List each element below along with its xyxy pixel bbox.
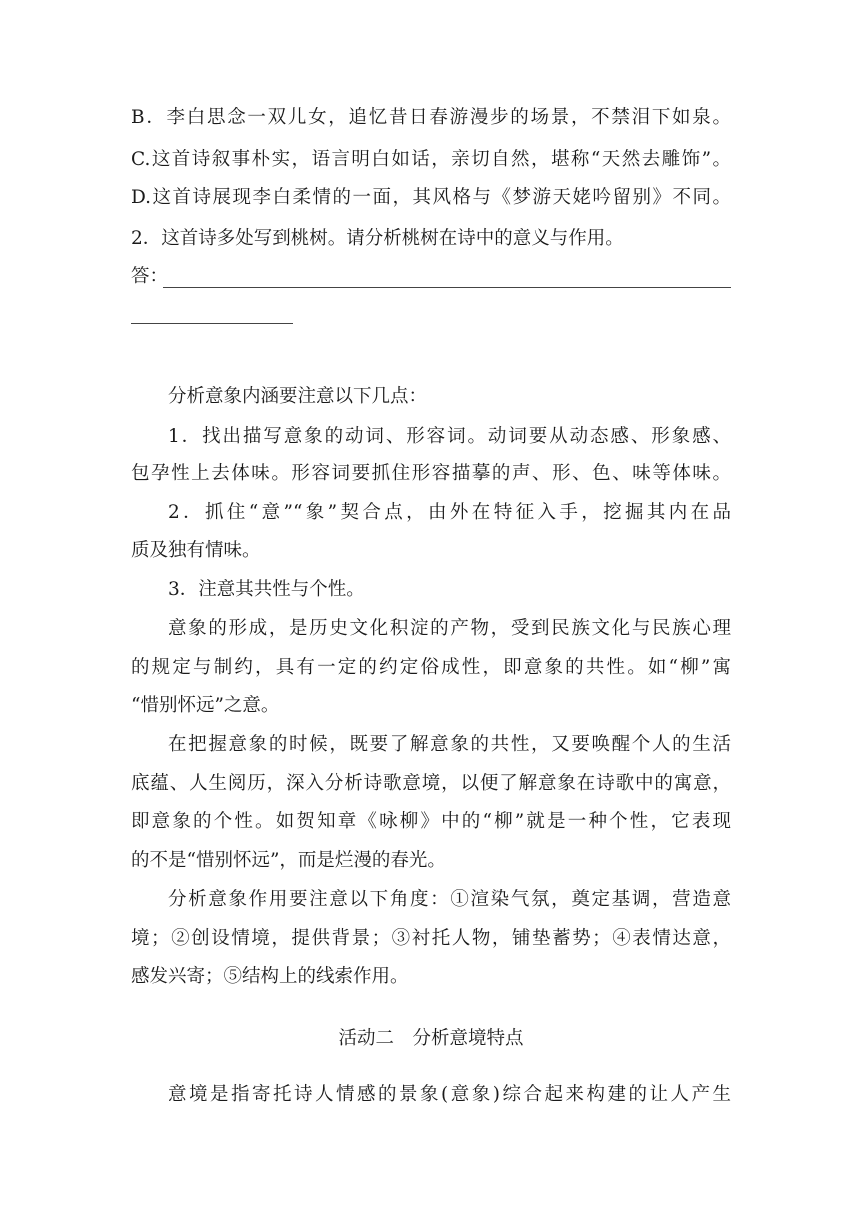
guide-para-6-line-3: 感发兴寄；⑤结构上的线索作用。 <box>131 966 409 987</box>
guide-point-3: 3．注意其共性与个性。 <box>168 579 365 600</box>
answer-blank-line-1[interactable] <box>163 287 731 288</box>
closing-line: 意境是指寄托诗人情感的景象(意象)综合起来构建的让人产生 <box>168 1084 731 1105</box>
guide-para-6-line-2: 境；②创设情境，提供背景；③衬托人物，铺垫蓄势；④表情达意， <box>131 928 731 949</box>
guide-point-2-line-1: 2．抓住“意”“象”契合点，由外在特征入手，挖掘其内在品 <box>168 502 731 523</box>
guide-intro: 分析意象内涵要注意以下几点： <box>168 386 428 407</box>
guide-point-1-line-2: 包孕性上去体味。形容词要抓住形容描摹的声、形、色、味等体味。 <box>131 463 731 484</box>
guide-para-5-line-2: 底蕴、人生阅历，深入分析诗歌意境，以便了解意象在诗歌中的寓意， <box>131 773 731 794</box>
guide-para-6-line-1: 分析意象作用要注意以下角度：①渲染气氛，奠定基调，营造意 <box>168 889 731 910</box>
activity-heading: 活动二 分析意境特点 <box>338 1028 524 1049</box>
option-d: D.这首诗展现李白柔情的一面，其风格与《梦游天姥吟留别》不同。 <box>131 187 731 208</box>
guide-point-2-line-2: 质及独有情味。 <box>131 540 261 561</box>
guide-para-5-line-3: 即意象的个性。如贺知章《咏柳》中的“柳”就是一种个性，它表现 <box>131 811 731 832</box>
guide-para-4-line-1: 意象的形成，是历史文化积淀的产物，受到民族文化与民族心理 <box>168 618 731 639</box>
question-2: 2．这首诗多处写到桃树。请分析桃树在诗中的意义与作用。 <box>131 228 624 249</box>
guide-para-5-line-1: 在把握意象的时候，既要了解意象的共性，又要唤醒个人的生活 <box>168 734 731 755</box>
answer-label: 答： <box>131 266 169 287</box>
guide-point-1-line-1: 1．找出描写意象的动词、形容词。动词要从动态感、形象感、 <box>168 426 731 447</box>
guide-para-5-line-4: 的不是“惜别怀远”，而是烂漫的春光。 <box>131 850 446 871</box>
answer-blank-line-2[interactable] <box>131 323 293 324</box>
guide-para-4-line-3: “惜别怀远”之意。 <box>131 695 280 716</box>
option-c: C.这首诗叙事朴实，语言明白如话，亲切自然，堪称“天然去雕饰”。 <box>131 149 731 170</box>
guide-para-4-line-2: 的规定与制约，具有一定的约定俗成性，即意象的共性。如“柳”寓 <box>131 657 731 678</box>
option-b: B．李白思念一双儿女，追忆昔日春游漫步的场景，不禁泪下如泉。 <box>131 107 731 128</box>
